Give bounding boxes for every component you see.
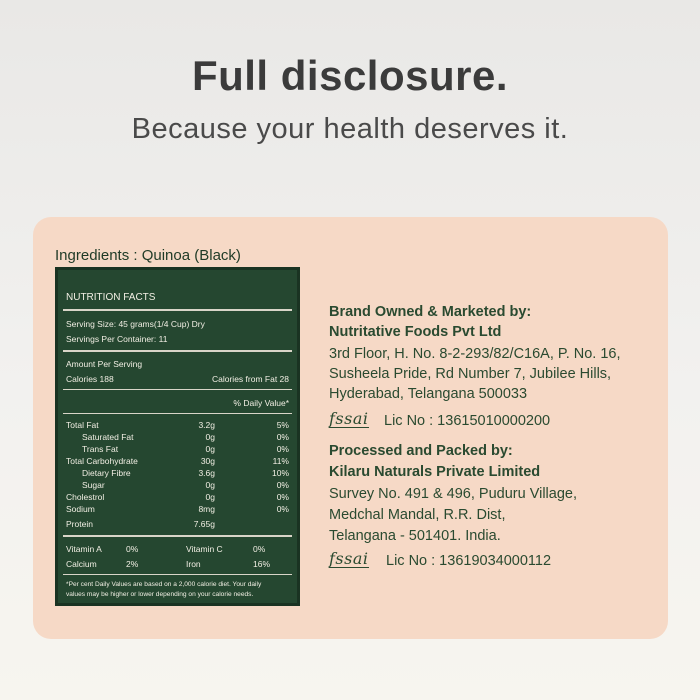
divider [63,350,292,352]
packer-address-line: Survey No. 491 & 496, Puduru Village, [329,486,578,502]
nutrient-label: Trans Fat [82,444,119,454]
footnote: *Per cent Daily Values are based on a 2,000 calorie diet. Your daily [66,581,262,588]
iron-value: 16% [253,559,271,569]
nutrient-label: Total Fat [66,420,99,430]
packer-company: Kilaru Naturals Private Limited [329,464,541,480]
nutrient-daily-value: 0% [276,504,289,514]
divider [63,309,292,311]
fssai-logo-icon: fssai [329,409,369,428]
nutrient-daily-value: 10% [271,468,289,478]
brand-address-line: Susheela Pride, Rd Number 7, Jubilee Hills, [329,366,612,382]
nutrient-amount: 3.2g [198,420,215,430]
divider [63,413,292,414]
calcium-label: Calcium [66,559,97,569]
nutrient-daily-value: 5% [276,420,289,430]
brand-address-line: 3rd Floor, H. No. 8-2-293/82/C16A, P. No. 16, [329,346,621,362]
brand-company: Nutritative Foods Pvt Ltd [329,324,502,340]
packer-heading: Processed and Packed by: [329,443,513,459]
nutrient-amount: 0g [205,480,215,490]
divider [63,535,292,537]
divider [63,574,292,575]
nutrient-label: Total Carbohydrate [66,456,138,466]
brand-license: Lic No : 13615010000200 [384,413,551,429]
nutrient-amount: 3.6g [198,468,215,478]
nutrient-label: Sodium [66,504,95,514]
nutrient-amount: 30g [200,456,215,466]
vitamin-c-value: 0% [253,544,266,554]
nutrient-label: Sugar [82,480,105,490]
packer-address-line: Medchal Mandal, R.R. Dist, [329,507,506,523]
serving-size: Serving Size: 45 grams(1/4 Cup) Dry [66,319,205,329]
brand-heading: Brand Owned & Marketed by: [329,304,532,320]
servings-per-container: Servings Per Container: 11 [66,334,168,344]
nutrient-label: Saturated Fat [82,432,134,442]
vitamin-a-value: 0% [126,544,139,554]
nutrient-amount: 0g [205,492,215,502]
packer-license: Lic No : 13619034000112 [386,553,552,569]
iron-label: Iron [186,559,201,569]
page-subheadline: Because your health deserves it. [131,113,569,145]
calcium-value: 2% [126,559,139,569]
nutrient-daily-value: 11% [272,456,289,466]
nutrient-amount: 8mg [198,504,215,514]
nutrient-label: Cholestrol [66,492,105,502]
nutrient-label: Protein [66,519,93,529]
nutrient-daily-value: 0% [276,432,289,442]
nutrition-facts-panel [55,267,300,606]
footnote: values may be higher or lower depending on your calorie needs. [66,591,254,598]
nutrition-facts-title: NUTRITION FACTS [66,292,156,303]
calories-from-fat: Calories from Fat 28 [212,374,289,384]
nutrient-daily-value: 0% [276,480,289,490]
nutrient-amount: 7.65g [193,519,215,529]
vitamin-a-label: Vitamin A [66,544,102,554]
nutrient-label: Dietary Fibre [82,468,131,478]
page-headline: Full disclosure. [191,52,509,99]
divider [63,389,292,390]
nutrient-amount: 0g [205,444,215,454]
nutrient-daily-value: 0% [276,444,289,454]
nutrient-daily-value: 0% [276,492,289,502]
fssai-logo-icon: fssai [329,549,369,568]
ingredients-label: Ingredients : Quinoa (Black) [55,247,241,264]
calories: Calories 188 [66,374,114,384]
daily-value-header: % Daily Value* [233,398,289,408]
brand-address-line: Hyderabad, Telangana 500033 [329,386,528,402]
nutrient-amount: 0g [205,432,215,442]
packer-address-line: Telangana - 501401. India. [329,528,501,544]
vitamin-c-label: Vitamin C [186,544,223,554]
amount-per-serving: Amount Per Serving [66,359,143,369]
